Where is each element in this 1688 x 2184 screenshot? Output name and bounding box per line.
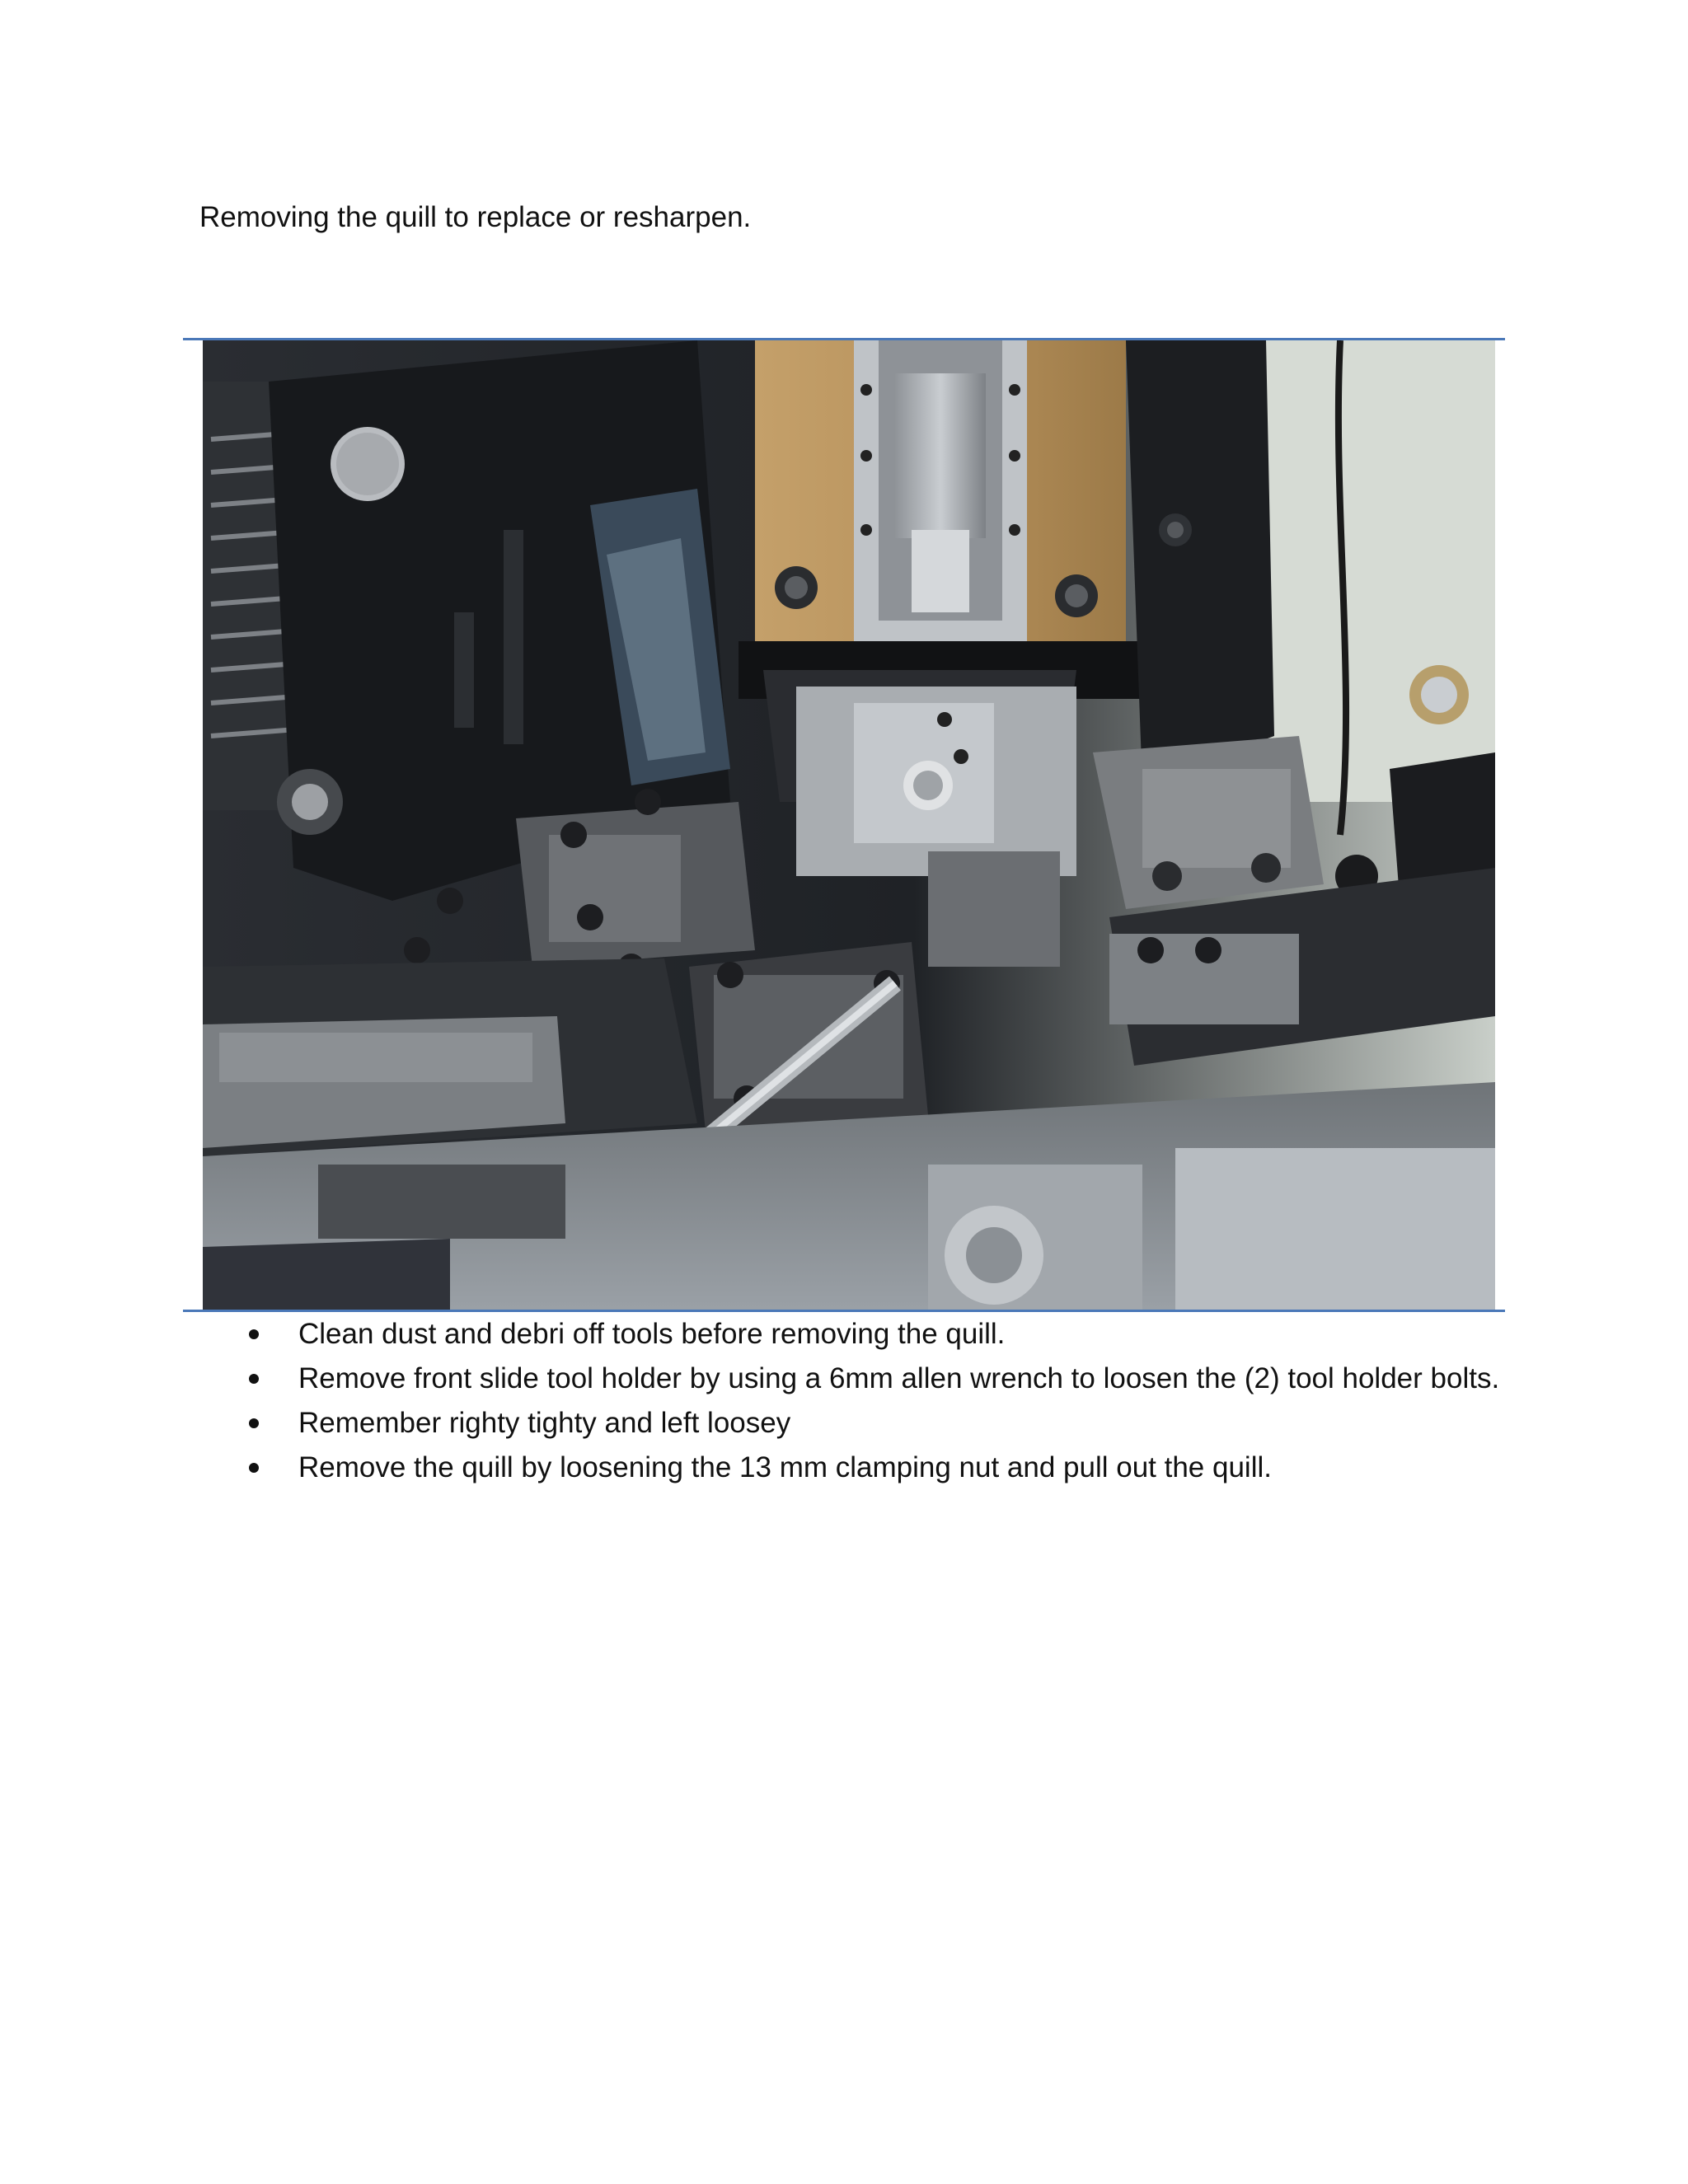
list-item	[239, 1401, 1517, 1446]
list-item	[239, 1312, 1517, 1357]
list-item-text: Remove the quill by loosening the 13 mm clamping nut and pull out the quill.	[298, 1451, 1272, 1483]
bullet-icon	[249, 1418, 259, 1428]
list-item-text: Clean dust and debri off tools before removing the quill.	[298, 1318, 1006, 1350]
list-item	[239, 1357, 1517, 1401]
list-item-text: Remember righty tighty and left loosey	[298, 1407, 791, 1439]
list-item	[239, 1446, 1517, 1490]
machine-photo	[203, 340, 1495, 1310]
bullet-icon	[249, 1463, 259, 1473]
document-heading: Removing the quill to replace or resharpen.	[199, 201, 752, 233]
bullet-icon	[249, 1329, 259, 1339]
list-item-text: Remove front slide tool holder by using a 6mm allen wrench to loosen the (2) tool holder bolts.	[298, 1362, 1500, 1394]
instruction-list	[239, 1312, 1517, 1490]
bullet-icon	[249, 1374, 259, 1384]
